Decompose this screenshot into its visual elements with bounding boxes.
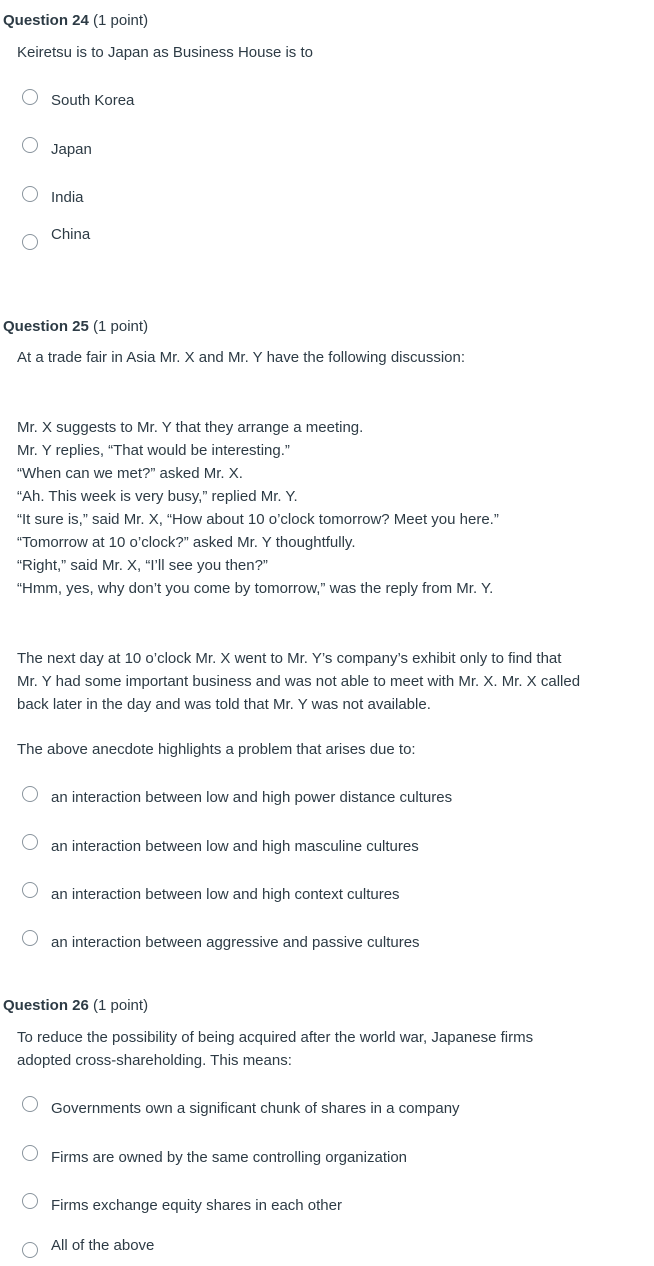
question-26-prompt — [17, 1026, 533, 1072]
dialogue-line: Mr. Y replies, “That would be interesting.” — [17, 442, 290, 459]
radio-button[interactable] — [22, 930, 38, 946]
option-label: an interaction between aggressive and passive cultures — [51, 934, 420, 951]
story-line: Mr. Y had some important business and was not able to meet with Mr. X. Mr. X called — [17, 673, 581, 690]
question-24-prompt: Keiretsu is to Japan as Business House is to — [17, 44, 313, 61]
radio-button[interactable] — [22, 1242, 38, 1258]
dialogue-line: “It sure is,” said Mr. X, “How about 10 o’clock tomorrow? Meet you here.” — [17, 511, 499, 528]
question-25-header — [3, 318, 148, 335]
option-label: an interaction between low and high context cultures — [51, 886, 400, 903]
dialogue-line: “Right,” said Mr. X, “I’ll see you then?” — [17, 557, 268, 574]
dialogue-line: Mr. X suggests to Mr. Y that they arrange a meeting. — [17, 419, 364, 436]
dialogue-line: “Tomorrow at 10 o’clock?” asked Mr. Y thoughtfully. — [17, 534, 356, 551]
option-label: an interaction between low and high power distance cultures — [51, 789, 453, 806]
option-label: Firms are owned by the same controlling organization — [51, 1149, 408, 1166]
question-24-title: Question 24 — [3, 12, 89, 29]
dialogue-line: “Ah. This week is very busy,” replied Mr. Y. — [17, 488, 298, 505]
question-25-question-line: The above anecdote highlights a problem that arises due to: — [17, 741, 416, 758]
question-26-points: (1 point) — [93, 997, 149, 1014]
question-25-prompt: At a trade fair in Asia Mr. X and Mr. Y have the following discussion: — [17, 349, 466, 366]
radio-button[interactable] — [22, 1193, 38, 1209]
radio-button[interactable] — [22, 137, 38, 153]
option-label: Firms exchange equity shares in each other — [51, 1197, 342, 1214]
option-label: All of the above — [51, 1237, 155, 1254]
dialogue-line: “Hmm, yes, why don’t you come by tomorrow,” was the reply from Mr. Y. — [17, 580, 494, 597]
question-25-title: Question 25 — [3, 318, 89, 335]
option-label: India — [51, 189, 84, 206]
question-25-points: (1 point) — [93, 318, 149, 335]
story-line: back later in the day and was told that Mr. Y was not available. — [17, 696, 431, 713]
option-label: an interaction between low and high masculine cultures — [51, 838, 419, 855]
question-26-header — [3, 997, 148, 1014]
radio-button[interactable] — [22, 786, 38, 802]
radio-button[interactable] — [22, 1096, 38, 1112]
radio-button[interactable] — [22, 882, 38, 898]
option-label: Japan — [51, 141, 92, 158]
question-24-header — [3, 12, 148, 29]
radio-button[interactable] — [22, 1145, 38, 1161]
dialogue-line: “When can we met?” asked Mr. X. — [17, 465, 243, 482]
option-label: Governments own a significant chunk of shares in a company — [51, 1100, 460, 1117]
radio-button[interactable] — [22, 834, 38, 850]
prompt-line: adopted cross-shareholding. This means: — [17, 1052, 292, 1069]
question-24-points: (1 point) — [93, 12, 149, 29]
radio-button[interactable] — [22, 234, 38, 250]
story-line: The next day at 10 o’clock Mr. X went to Mr. Y’s company’s exhibit only to find that — [17, 650, 562, 667]
question-25-story — [17, 647, 580, 716]
radio-button[interactable] — [22, 186, 38, 202]
prompt-line: To reduce the possibility of being acquired after the world war, Japanese firms — [17, 1029, 534, 1046]
question-26-title: Question 26 — [3, 997, 89, 1014]
radio-button[interactable] — [22, 89, 38, 105]
option-label: China — [51, 226, 91, 243]
option-label: South Korea — [51, 92, 135, 109]
question-25-dialogue — [17, 416, 499, 600]
